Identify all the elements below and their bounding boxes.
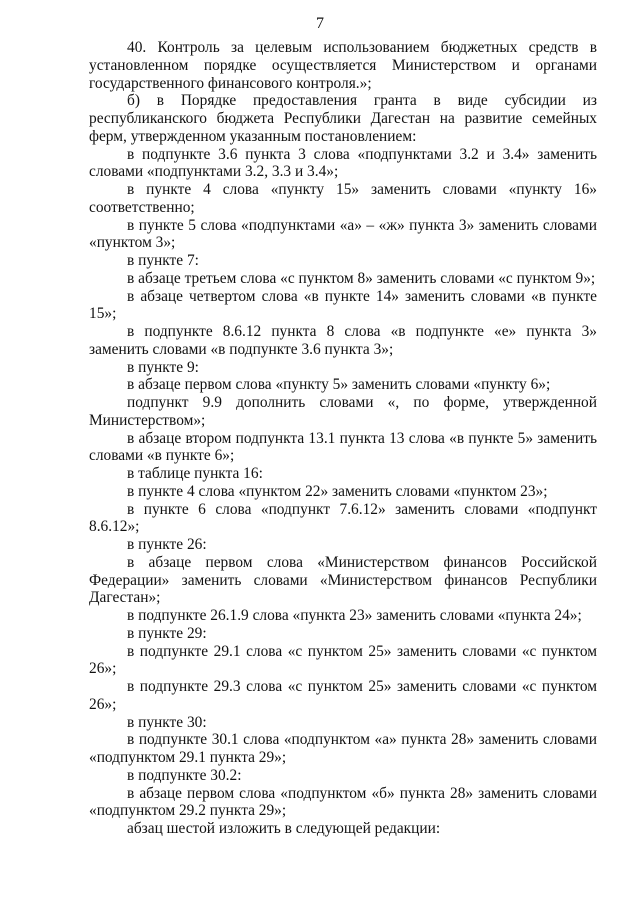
paragraph: в абзаце первом слова «пункту 5» заменить словами «пункту 6»; bbox=[127, 376, 551, 394]
paragraph: абзац шестой изложить в следующей редакции: bbox=[127, 820, 441, 837]
page-number: 7 bbox=[316, 15, 324, 32]
paragraph: в пункте 4 слова «пунктом 22» заменить словами «пунктом 23»; bbox=[127, 482, 548, 500]
paragraph: в подпункте 29.1 слова «с пунктом 25» заменить словами «с пунктом 26»; bbox=[89, 642, 597, 678]
paragraph: в абзаце третьем слова «с пунктом 8» заменить словами «с пунктом 9»; bbox=[127, 269, 596, 287]
paragraph: в пункте 30: bbox=[127, 713, 207, 731]
paragraph: в подпункте 8.6.12 пункта 8 слова «в подпункте «е» пункта 3» заменить словами «в подпункте 3.6 пункта 3»; bbox=[89, 323, 597, 358]
paragraph: в пункте 7: bbox=[127, 252, 199, 269]
paragraph: в подпункте 29.3 слова «с пунктом 25» заменить словами «с пунктом 26»; bbox=[89, 678, 597, 713]
document-body bbox=[89, 39, 597, 838]
paragraph: в пункте 29: bbox=[127, 624, 207, 642]
paragraph: в пункте 26: bbox=[127, 536, 207, 553]
paragraph: в абзаце первом слова «Министерством финансов Российской Федерации» заменить словами «Министерством финансов Республики Дагестан»; bbox=[89, 553, 597, 607]
paragraph: в абзаце втором подпункта 13.1 пункта 13 слова «в пункте 5» заменить словами «в пункте 6»; bbox=[89, 429, 597, 465]
paragraph: в подпункте 30.2: bbox=[127, 766, 242, 784]
paragraph: б) в Порядке предоставления гранта в виде субсидии из республиканского бюджета Республики Дагестан на развитие семейных ферм, утвержденном указанным постановлением: bbox=[89, 92, 597, 145]
paragraph: в абзаце четвертом слова «в пункте 14» заменить словами «в пункте 15»; bbox=[89, 287, 597, 323]
paragraph: подпункт 9.9 дополнить словами «, по форме, утвержденной Министерством»; bbox=[89, 394, 597, 429]
paragraph: в абзаце первом слова «подпунктом «б» пункта 28» заменить словами «подпунктом 29.2 пункта 29»; bbox=[89, 784, 597, 820]
paragraph: 40. Контроль за целевым использованием бюджетных средств в установленном порядке осуществляется Министерством и органами государственного финансового контроля.»; bbox=[89, 39, 597, 92]
paragraph: в подпункте 3.6 пункта 3 слова «подпунктами 3.2 и 3.4» заменить словами «подпунктами 3.2, 3.3 и 3.4»; bbox=[89, 145, 597, 181]
paragraph: в подпункте 30.1 слова «подпунктом «а» пункта 28» заменить словами «подпунктом 29.1 пункта 29»; bbox=[89, 731, 597, 766]
paragraph: в пункте 4 слова «пункту 15» заменить словами «пункту 16» соответственно; bbox=[89, 181, 597, 216]
paragraph: в подпункте 26.1.9 слова «пункта 23» заменить словами «пункта 24»; bbox=[127, 607, 582, 624]
paragraph: в пункте 6 слова «подпункт 7.6.12» заменить словами «подпункт 8.6.12»; bbox=[89, 500, 597, 536]
paragraph: в пункте 9: bbox=[127, 358, 199, 376]
paragraph: в таблице пункта 16: bbox=[127, 465, 263, 482]
paragraph: в пункте 5 слова «подпунктами «а» – «ж» пункта 3» заменить словами «пунктом 3»; bbox=[89, 216, 597, 252]
